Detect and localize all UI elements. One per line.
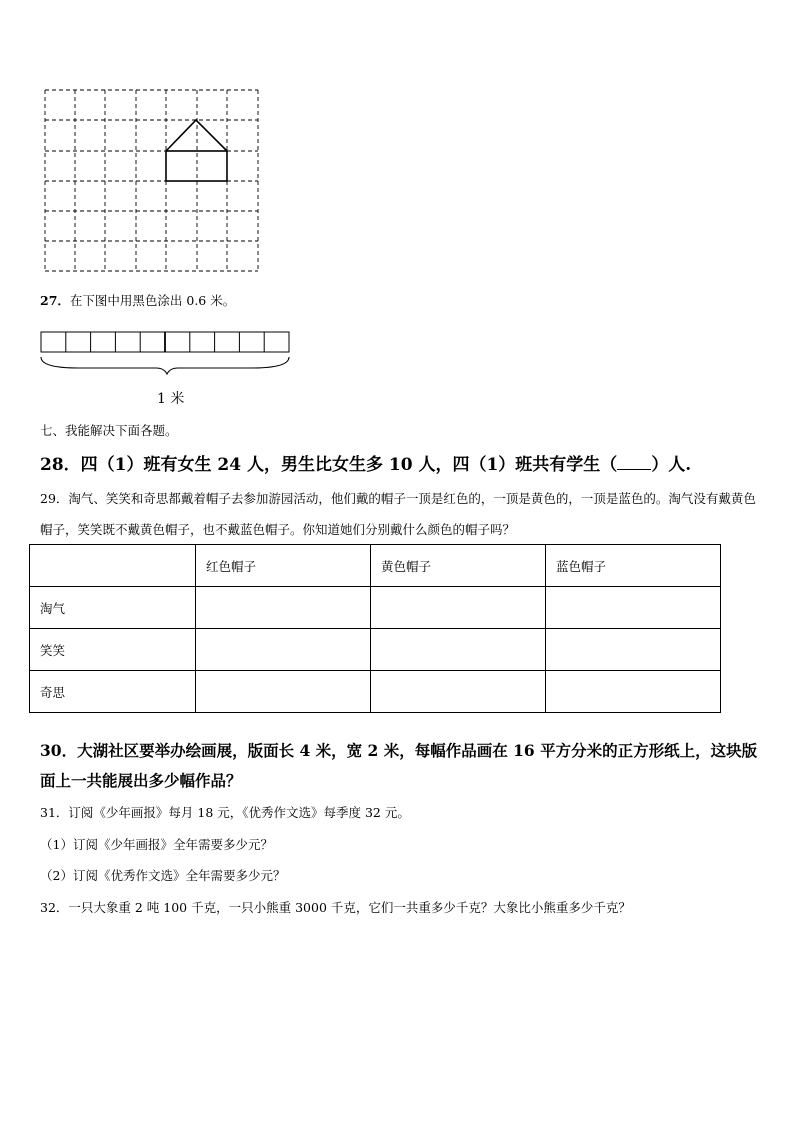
question-31: 31．订阅《少年画报》每月 18 元，《优秀作文选》每季度 32 元。 <box>40 805 410 820</box>
curly-brace <box>41 357 289 374</box>
table-header-cell: 蓝色帽子 <box>546 545 721 587</box>
answer-blank[interactable] <box>617 457 651 470</box>
house-shape <box>166 120 227 181</box>
hat-color-table <box>29 544 721 713</box>
question-29: 29．淘气、笑笑和奇思都戴着帽子去参加游园活动，他们戴的帽子一顶是红色的，一顶是黄色的，一顶是蓝色的。淘气没有戴黄色帽子，笑笑既不戴黄色帽子，也不戴蓝色帽子。你知道她们分别戴什么颜色的帽子吗？ <box>40 491 756 537</box>
table-header-cell: 红色帽子 <box>196 545 371 587</box>
table-row <box>30 629 721 671</box>
row-label: 笑笑 <box>30 629 196 671</box>
answer-cell[interactable] <box>546 629 721 671</box>
table-corner-cell <box>30 545 196 587</box>
answer-cell[interactable] <box>371 629 546 671</box>
question-31-part-2: （2）订阅《优秀作文选》全年需要多少元？ <box>40 868 286 883</box>
ruler-1m <box>38 330 293 376</box>
question-27 <box>40 291 235 309</box>
row-label: 奇思 <box>30 671 196 713</box>
answer-cell[interactable] <box>371 671 546 713</box>
question-27-text: 27．在下图中用黑色涂出 0.6 米。 <box>40 293 236 308</box>
table-header-cell: 黄色帽子 <box>371 545 546 587</box>
question-28: 28．四（1）班有女生 24 人，男生比女生多 10 人，四（1）班共有学生（ ）人. <box>40 455 692 475</box>
section-7-heading: 七、我能解决下面各题。 <box>40 423 178 438</box>
answer-cell[interactable] <box>196 629 371 671</box>
dashed-grid-figure <box>40 86 262 276</box>
answer-cell[interactable] <box>371 587 546 629</box>
table-row <box>30 587 721 629</box>
question-30: 30．大湖社区要举办绘画展，版面长 4 米，宽 2 米，每幅作品画在 16 平方分米的正方形纸上，这块版面上一共能展出多少幅作品？ <box>40 741 758 790</box>
answer-cell[interactable] <box>546 587 721 629</box>
answer-cell[interactable] <box>546 671 721 713</box>
answer-cell[interactable] <box>196 671 371 713</box>
answer-cell[interactable] <box>196 587 371 629</box>
ruler-label: 1 米 <box>157 391 185 407</box>
table-header-row <box>30 545 721 587</box>
table-row <box>30 671 721 713</box>
question-31-part-1: （1）订阅《少年画报》全年需要多少元？ <box>40 837 273 852</box>
question-32: 32．一只大象重 2 吨 100 千克，一只小熊重 3000 千克，它们一共重多少千克？大象比小熊重多少千克？ <box>40 900 631 915</box>
row-label: 淘气 <box>30 587 196 629</box>
